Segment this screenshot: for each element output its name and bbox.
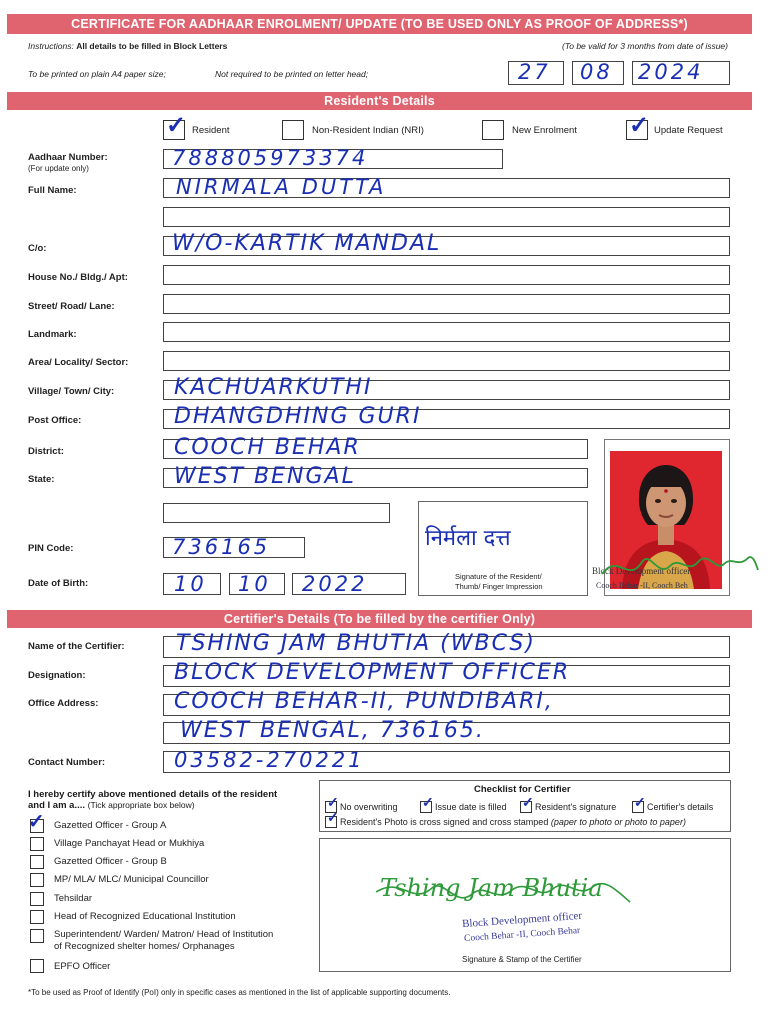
landmark-input[interactable] [163,322,730,342]
update-tick-icon: ✓ [629,112,650,139]
fullname-value: NIRMALA DUTTA [176,175,387,199]
dob-year-value: 2022 [302,572,368,596]
village-label: Village/ Town/ City: [28,386,115,397]
pin-value: 736165 [172,535,271,559]
landmark-label: Landmark: [28,329,77,340]
co-label: C/o: [28,243,47,254]
certifier-stamp-line-2: Cooch Behar -II, Cooch Behar [463,925,581,945]
aadhaar-sublabel: (For update only) [28,164,89,173]
instructions: Instructions: All details to be filled in Block Letters [28,41,228,51]
issue-year-value: 2024 [638,60,704,84]
checklist-no-overwriting-tick-icon: ✓ [327,794,339,810]
option-panchayat-label: Village Panchayat Head or Mukhiya [54,838,205,849]
form-title: CERTIFICATE FOR AADHAAR ENROLMENT/ UPDATE (TO BE USED ONLY AS PROOF OF ADDRESS*) [71,17,688,31]
fullname-input-2[interactable] [163,207,730,227]
option-mp-mla-label: MP/ MLA/ MLC/ Municipal Councillor [54,874,209,885]
checklist-resident-sign-tick-icon: ✓ [522,794,534,810]
aadhaar-value: 788805973374 [172,146,369,170]
signature-caption-2: Thumb/ Finger Impression [455,582,543,591]
certifier-signature: Tshing Jam Bhutia [380,874,603,902]
state-extra-input[interactable] [163,503,390,523]
photo-cross-signature [598,544,760,590]
new-enrolment-label: New Enrolment [512,125,577,136]
issue-day-value: 27 [518,60,551,84]
designation-value: BLOCK DEVELOPMENT OFFICER [174,660,571,685]
office-address-label: Office Address: [28,698,99,709]
street-label: Street/ Road/ Lane: [28,301,115,312]
resident-tick-icon: ✓ [166,112,187,139]
state-value: WEST BENGAL [174,464,356,489]
office-address-line-1: COOCH BEHAR-II, PUNDIBARI, [174,689,554,714]
option-education-head-label: Head of Recognized Educational Institution [54,911,236,922]
resident-section-title: Resident's Details [324,94,435,108]
checklist-no-overwriting-label: No overwriting [340,802,398,812]
checklist-issue-date-label: Issue date is filled [435,802,507,812]
dob-day-value: 10 [174,572,207,596]
option-gazetted-a-tick-icon: ✓ [28,811,45,833]
state-label: State: [28,474,55,485]
certifier-stamp-line-1: Block Development officer [461,909,583,931]
office-address-line-2: WEST BENGAL, 736165. [180,718,485,743]
checklist-resident-sign-label: Resident's signature [535,802,617,812]
postoffice-value: DHANGDHING GURI [174,404,422,429]
issue-month-value: 08 [580,60,613,84]
designation-label: Designation: [28,670,86,681]
district-value: COOCH BEHAR [174,435,361,460]
street-input[interactable] [163,294,730,314]
option-shelter-head-checkbox[interactable] [30,929,44,943]
option-tehsildar-checkbox[interactable] [30,892,44,906]
checklist-certifier-details-label: Certifier's details [647,802,714,812]
validity-note: (To be valid for 3 months from date of issue) [562,41,728,51]
option-epfo-checkbox[interactable] [30,959,44,973]
village-value: KACHUARKUTHI [174,375,373,400]
signature-caption-1: Signature of the Resident/ [455,572,542,581]
letterhead-note: Not required to be printed on letter head; [215,69,369,79]
certifier-name-label: Name of the Certifier: [28,641,125,652]
pin-label: PIN Code: [28,543,74,554]
area-input[interactable] [163,351,730,371]
option-tehsildar-label: Tehsildar [54,893,93,904]
checklist-photo-label: Resident's Photo is cross signed and cross stamped (paper to photo or photo to paper) [340,817,686,827]
dob-label: Date of Birth: [28,578,89,589]
house-input[interactable] [163,265,730,285]
resident-signature: निर्मला दत्त [425,526,511,551]
certifier-signature-caption: Signature & Stamp of the Certifier [462,955,582,964]
certify-line-2: and I am a.... (Tick appropriate box below) [28,800,195,811]
resident-section-bar [7,92,752,110]
paper-note: To be printed on plain A4 paper size; [28,69,166,79]
aadhaar-label: Aadhaar Number: [28,152,108,163]
co-value: W/O-KARTIK MANDAL [172,231,442,256]
contact-label: Contact Number: [28,757,106,768]
option-epfo-label: EPFO Officer [54,961,111,972]
resident-label: Resident [192,125,230,136]
photo-stamp-line-1: Block Development officer [592,566,691,576]
option-education-head-checkbox[interactable] [30,910,44,924]
new-enrolment-checkbox[interactable] [482,120,504,140]
district-label: District: [28,446,64,457]
footnote: *To be used as Proof of Identify (PoI) only in specific cases as mentioned in the list of applicable supporting documents. [28,988,451,997]
photo-stamp-line-2: Cooch Behar -II, Cooch Beh [596,581,688,590]
contact-value: 03582-270221 [174,748,365,772]
area-label: Area/ Locality/ Sector: [28,357,129,368]
option-gazetted-b-checkbox[interactable] [30,855,44,869]
update-request-label: Update Request [654,125,723,136]
checklist-certifier-details-tick-icon: ✓ [634,794,646,810]
option-shelter-head-label-2: of Recognized shelter homes/ Orphanages [54,941,235,952]
form-title-bar [7,14,752,34]
certifier-section-title: Certifier's Details (To be filled by the certifier Only) [223,612,536,626]
certifier-section-bar [7,610,752,628]
nri-checkbox[interactable] [282,120,304,140]
option-gazetted-a-label: Gazetted Officer - Group A [54,820,167,831]
certifier-name-value: TSHING JAM BHUTIA (WBCS) [176,631,536,656]
dob-month-value: 10 [238,572,271,596]
checklist-photo-tick-icon: ✓ [327,809,339,825]
postoffice-label: Post Office: [28,415,82,426]
option-gazetted-b-label: Gazetted Officer - Group B [54,856,167,867]
option-shelter-head-label: Superintendent/ Warden/ Matron/ Head of Institution [54,929,274,940]
checklist-issue-date-tick-icon: ✓ [422,794,434,810]
nri-label: Non-Resident Indian (NRI) [312,125,424,136]
checklist-title: Checklist for Certifier [474,784,571,795]
option-mp-mla-checkbox[interactable] [30,873,44,887]
certify-line-1: I hereby certify above mentioned details of the resident [28,789,278,800]
option-panchayat-checkbox[interactable] [30,837,44,851]
fullname-label: Full Name: [28,185,77,196]
house-label: House No./ Bldg./ Apt: [28,272,128,283]
